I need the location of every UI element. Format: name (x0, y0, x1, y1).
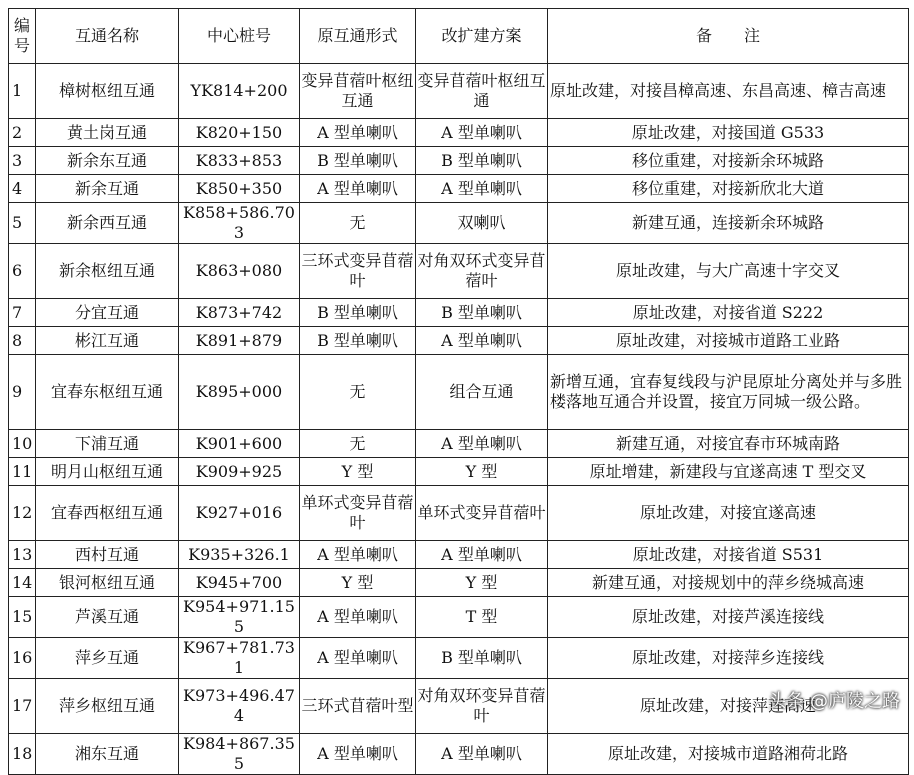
table-row (9, 541, 909, 569)
cell-no: 12 (9, 486, 36, 541)
cell-remark: 原址改建，对接省道 S531 (548, 541, 909, 569)
cell-original: Y 型 (300, 569, 416, 597)
cell-plan: B 型单喇叭 (416, 638, 548, 679)
cell-station: K858+586.703 (179, 203, 300, 244)
cell-original: A 型单喇叭 (300, 597, 416, 638)
cell-station: K873+742 (179, 299, 300, 327)
table-row (9, 327, 909, 355)
cell-name: 明月山枢纽互通 (36, 458, 179, 486)
table-row (9, 119, 909, 147)
cell-station: K935+326.1 (179, 541, 300, 569)
cell-original: 单环式变异苜蓿叶 (300, 486, 416, 541)
cell-remark: 原址改建，对接省道 S222 (548, 299, 909, 327)
cell-remark: 新建互通，连接新余环城路 (548, 203, 909, 244)
cell-name: 萍乡互通 (36, 638, 179, 679)
cell-station: K820+150 (179, 119, 300, 147)
cell-plan: A 型单喇叭 (416, 175, 548, 203)
header-row (9, 9, 909, 64)
cell-remark: 原址改建，对接国道 G533 (548, 119, 909, 147)
table-row (9, 458, 909, 486)
cell-station: YK814+200 (179, 64, 300, 119)
cell-original: B 型单喇叭 (300, 327, 416, 355)
cell-plan: A 型单喇叭 (416, 734, 548, 775)
table-row (9, 203, 909, 244)
cell-no: 16 (9, 638, 36, 679)
cell-station: K895+000 (179, 355, 300, 430)
cell-no: 5 (9, 203, 36, 244)
table-row (9, 638, 909, 679)
interchange-table (8, 8, 909, 775)
cell-name: 新余西互通 (36, 203, 179, 244)
cell-no: 18 (9, 734, 36, 775)
cell-original: A 型单喇叭 (300, 734, 416, 775)
header-no: 编号 (9, 9, 36, 64)
cell-original: 变异苜蓿叶枢纽互通 (300, 64, 416, 119)
cell-name: 西村互通 (36, 541, 179, 569)
cell-no: 1 (9, 64, 36, 119)
cell-no: 4 (9, 175, 36, 203)
cell-station: K850+350 (179, 175, 300, 203)
cell-station: K973+496.474 (179, 679, 300, 734)
cell-no: 17 (9, 679, 36, 734)
cell-name: 新余互通 (36, 175, 179, 203)
cell-plan: A 型单喇叭 (416, 430, 548, 458)
cell-no: 14 (9, 569, 36, 597)
cell-no: 6 (9, 244, 36, 299)
cell-original: A 型单喇叭 (300, 638, 416, 679)
cell-original: B 型单喇叭 (300, 147, 416, 175)
cell-station: K967+781.731 (179, 638, 300, 679)
cell-station: K984+867.355 (179, 734, 300, 775)
cell-remark: 原址改建，对接城市道路工业路 (548, 327, 909, 355)
cell-remark: 新建互通，对接宜春市环城南路 (548, 430, 909, 458)
table-row (9, 569, 909, 597)
cell-name: 樟树枢纽互通 (36, 64, 179, 119)
cell-no: 10 (9, 430, 36, 458)
cell-remark: 原址改建，与大广高速十字交叉 (548, 244, 909, 299)
cell-remark: 新建互通，对接规划中的萍乡绕城高速 (548, 569, 909, 597)
cell-original: A 型单喇叭 (300, 119, 416, 147)
cell-no: 15 (9, 597, 36, 638)
cell-plan: Y 型 (416, 458, 548, 486)
cell-remark: 移位重建，对接新欣北大道 (548, 175, 909, 203)
cell-name: 湘东互通 (36, 734, 179, 775)
cell-no: 9 (9, 355, 36, 430)
cell-plan: 对角双环变异苜蓿叶 (416, 679, 548, 734)
cell-plan: B 型单喇叭 (416, 299, 548, 327)
cell-remark: 新增互通，宜春复线段与沪昆原址分离处并与多胜楼落地互通合并设置，接宜万同城一级公路。 (548, 355, 909, 430)
cell-original: 无 (300, 355, 416, 430)
header-name: 互通名称 (36, 9, 179, 64)
cell-plan: 组合互通 (416, 355, 548, 430)
cell-plan: 双喇叭 (416, 203, 548, 244)
cell-plan: T 型 (416, 597, 548, 638)
table-row (9, 64, 909, 119)
cell-plan: A 型单喇叭 (416, 541, 548, 569)
cell-station: K954+971.155 (179, 597, 300, 638)
table-row (9, 175, 909, 203)
cell-remark: 原址改建，对接城市道路湘荷北路 (548, 734, 909, 775)
cell-remark: 原址增建，新建段与宜遂高速 T 型交叉 (548, 458, 909, 486)
table-row (9, 244, 909, 299)
cell-original: A 型单喇叭 (300, 541, 416, 569)
cell-remark: 移位重建，对接新余环城路 (548, 147, 909, 175)
cell-name: 彬江互通 (36, 327, 179, 355)
cell-name: 新余枢纽互通 (36, 244, 179, 299)
cell-plan: A 型单喇叭 (416, 327, 548, 355)
header-station: 中心桩号 (179, 9, 300, 64)
cell-plan: Y 型 (416, 569, 548, 597)
header-remark: 备 注 (548, 9, 909, 64)
cell-name: 萍乡枢纽互通 (36, 679, 179, 734)
cell-plan: A 型单喇叭 (416, 119, 548, 147)
cell-original: 三环式苜蓿叶型 (300, 679, 416, 734)
table-row (9, 299, 909, 327)
cell-remark: 原址改建，对接芦溪连接线 (548, 597, 909, 638)
cell-remark: 原址改建，对接萍莲高速 (548, 679, 909, 734)
table-row (9, 597, 909, 638)
cell-station: K927+016 (179, 486, 300, 541)
cell-no: 3 (9, 147, 36, 175)
cell-station: K909+925 (179, 458, 300, 486)
cell-original: B 型单喇叭 (300, 299, 416, 327)
cell-plan: 变异苜蓿叶枢纽互通 (416, 64, 548, 119)
cell-remark: 原址改建，对接萍乡连接线 (548, 638, 909, 679)
cell-name: 芦溪互通 (36, 597, 179, 638)
cell-plan: B 型单喇叭 (416, 147, 548, 175)
cell-station: K863+080 (179, 244, 300, 299)
table-row (9, 486, 909, 541)
cell-plan: 单环式变异苜蓿叶 (416, 486, 548, 541)
table-row (9, 147, 909, 175)
cell-no: 7 (9, 299, 36, 327)
table-row (9, 355, 909, 430)
header-original: 原互通形式 (300, 9, 416, 64)
cell-remark: 原址改建，对接昌樟高速、东昌高速、樟吉高速 (548, 64, 909, 119)
cell-station: K901+600 (179, 430, 300, 458)
cell-no: 8 (9, 327, 36, 355)
cell-no: 13 (9, 541, 36, 569)
cell-name: 银河枢纽互通 (36, 569, 179, 597)
cell-original: 三环式变异苜蓿叶 (300, 244, 416, 299)
watermark: 头条 @庐陵之路 (768, 691, 900, 712)
cell-station: K833+853 (179, 147, 300, 175)
cell-no: 2 (9, 119, 36, 147)
cell-station: K891+879 (179, 327, 300, 355)
cell-remark: 原址改建，对接宜遂高速 (548, 486, 909, 541)
cell-name: 新余东互通 (36, 147, 179, 175)
cell-name: 宜春西枢纽互通 (36, 486, 179, 541)
cell-name: 下浦互通 (36, 430, 179, 458)
cell-name: 宜春东枢纽互通 (36, 355, 179, 430)
table-row (9, 734, 909, 775)
cell-name: 黄土岗互通 (36, 119, 179, 147)
cell-original: Y 型 (300, 458, 416, 486)
cell-name: 分宜互通 (36, 299, 179, 327)
cell-original: 无 (300, 430, 416, 458)
cell-no: 11 (9, 458, 36, 486)
cell-plan: 对角双环式变异苜蓿叶 (416, 244, 548, 299)
cell-station: K945+700 (179, 569, 300, 597)
cell-original: A 型单喇叭 (300, 175, 416, 203)
cell-original: 无 (300, 203, 416, 244)
table-row (9, 430, 909, 458)
header-plan: 改扩建方案 (416, 9, 548, 64)
